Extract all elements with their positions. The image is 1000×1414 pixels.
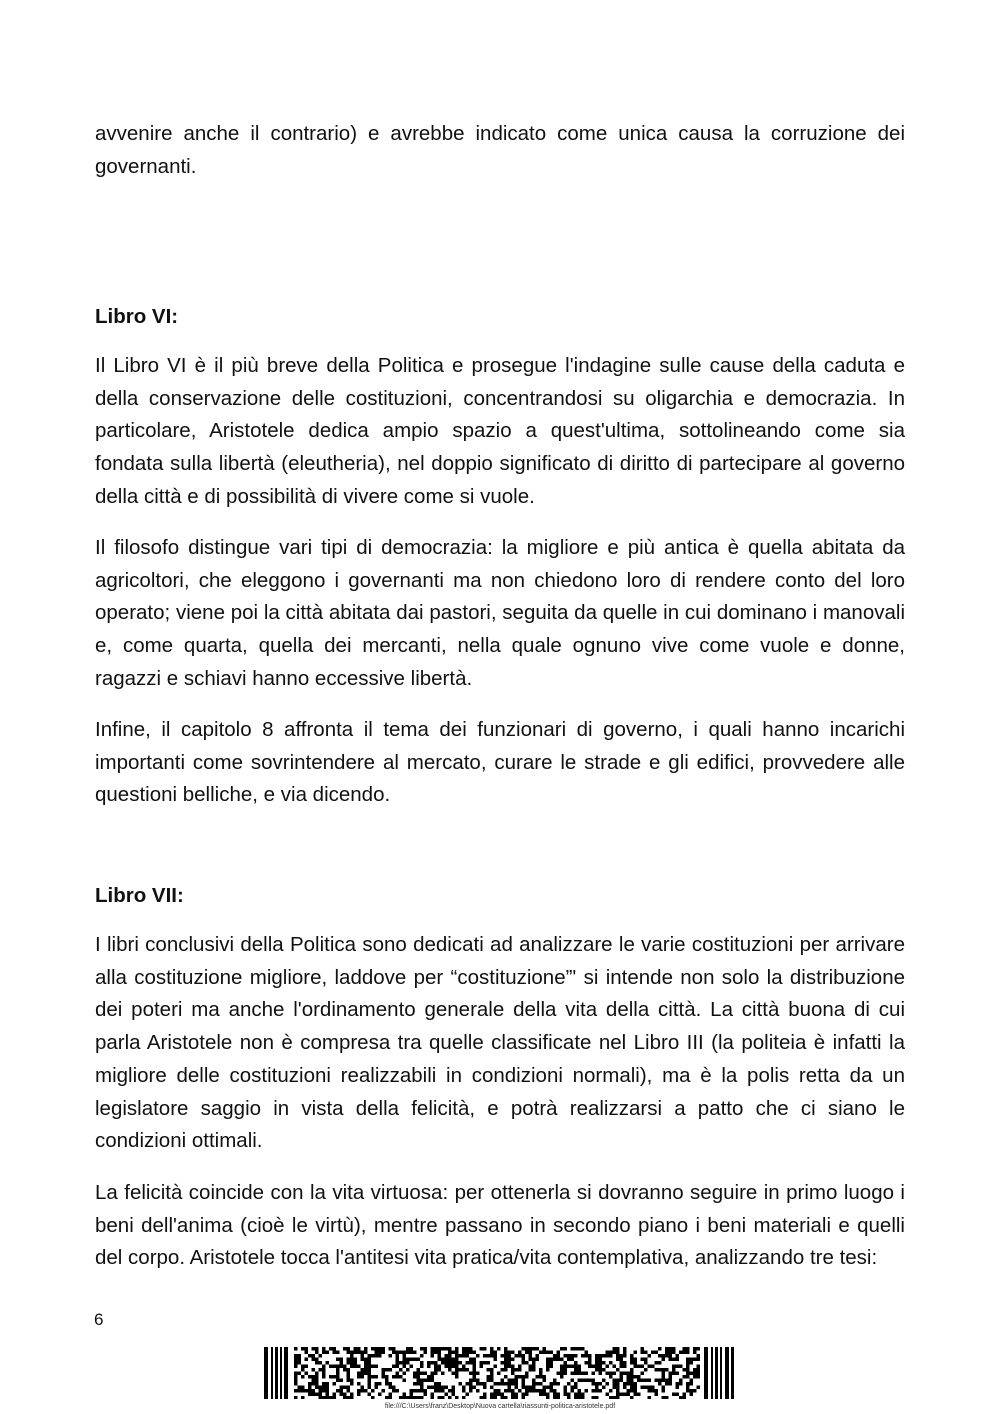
paragraph-text: Infine, il capitolo 8 affronta il tema dei funzionari di governo, i quali hanno incarichi importanti come sovrintendere al mercato, curare le strade e gli edifici, provvedere alle questioni belliche, e via dicendo. bbox=[95, 718, 905, 807]
paragraph-text: avvenire anche il contrario) e avrebbe indicato come unica causa la corruzione dei governanti. bbox=[95, 122, 905, 178]
paragraph-felicita bbox=[95, 1177, 905, 1275]
footer-file-path: file:///C:\Users\franz\Desktop\Nuova cartella\riassunti-politica-aristotele.pdf bbox=[384, 1403, 616, 1410]
paragraph-text: La felicità coincide con la vita virtuosa: per ottenerla si dovranno seguire in primo luogo i beni dell'anima (cioè le virtù), mentre passano in secondo piano i beni materiali e quelli del corpo. Aristotele tocca l'antitesi vita pratica/vita contemplativa, analizzando tre tesi: bbox=[95, 1181, 905, 1270]
paragraph-text: Il Libro VI è il più breve della Politica e prosegue l'indagine sulle cause della caduta e della conservazione delle costituzioni, concentrandosi su oligarchia e democrazia. In particolare, Aristotele dedica ampio spazio a quest'ultima, sottolineando come sia fondata sulla libertà (eleutheria), nel doppio significato di diritto di partecipare al governo della città e di possibilità di vivere come si vuole. bbox=[95, 354, 905, 508]
paragraph-text: Il filosofo distingue vari tipi di democrazia: la migliore e più antica è quella abitata da agricoltori, che eleggono i governanti ma non chiedono loro di rendere conto del loro operato; viene poi la città abitata dai pastori, seguita da quelle in cui dominano i manovali e, come quarta, quella dei mercanti, nella quale ognuno vive come vuole e donne, ragazzi e schiavi hanno eccessive libertà. bbox=[95, 536, 905, 690]
paragraph-libro-vi-intro bbox=[95, 350, 905, 514]
heading-libro-vii: Libro VII: bbox=[95, 884, 184, 907]
section-heading-libro-vii bbox=[95, 880, 905, 912]
barcode-image bbox=[264, 1347, 734, 1399]
page-number: 6 bbox=[94, 1310, 104, 1329]
paragraph-libro-vii-intro bbox=[95, 929, 905, 1158]
heading-libro-vi: Libro VI: bbox=[95, 305, 179, 328]
paragraph-text: I libri conclusivi della Politica sono dedicati ad analizzare le varie costituzioni per arrivare alla costituzione migliore, laddove per “costituzione”' si intende non solo la distribuzione dei poteri ma anche l'ordinamento generale della vita della città. La città buona di cui parla Aristotele non è compresa tra quelle classificate nel Libro III (la politeia è infatti la migliore delle costituzioni realizzabili in condizioni normali), ma è la polis retta da un legislatore saggio in vista della felicità, e potrà realizzarsi a patto che ci siano le condizioni ottimali. bbox=[95, 933, 905, 1153]
paragraph-democracy-types bbox=[95, 532, 905, 696]
section-heading-libro-vi bbox=[95, 301, 905, 333]
paragraph-continuation bbox=[95, 118, 905, 183]
paragraph-funzionari bbox=[95, 714, 905, 812]
